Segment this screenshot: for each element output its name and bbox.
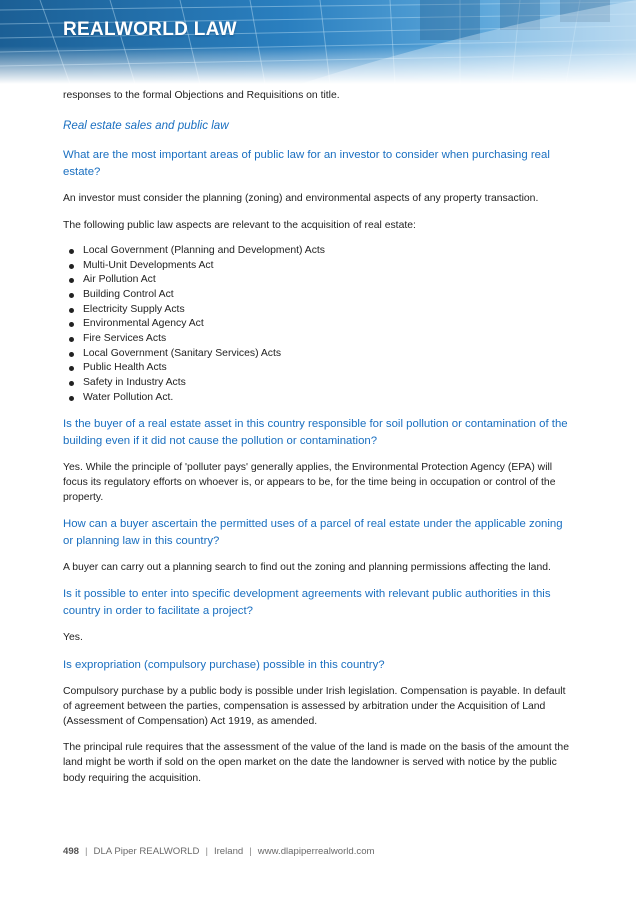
answer-paragraph: Compulsory purchase by a public body is possible under Irish legislation. Compensation is payable. In default of agreement between the parties, compensation is assessed by arbitration under the Acquisition of Land (Assessment of Compensation) Act 1919, as amended. (63, 685, 566, 727)
intro-paragraph: responses to the formal Objections and Requisitions on title. (63, 90, 340, 101)
list-item (63, 332, 571, 347)
list-item (63, 244, 571, 259)
question-expropriation: Is expropriation (compulsory purchase) possible in this country? (63, 658, 385, 671)
page-content (63, 88, 571, 797)
answer-paragraph: The principal rule requires that the assessment of the value of the land is made on the basis of the amount the land might be worth if sold on the open market on the date the landowner is served with notice by the public body requiring the acquisition. (63, 742, 569, 784)
list-item (63, 303, 571, 318)
list-item-text: Multi-Unit Developments Act (83, 259, 214, 271)
section-title: Real estate sales and public law (63, 119, 229, 133)
bullet-icon (69, 249, 74, 254)
question-permitted-uses: How can a buyer ascertain the permitted uses of a parcel of real estate under the applicable zoning or planning law in this country? (63, 518, 563, 548)
page-number: 498 (63, 846, 80, 857)
list-item-text: Water Pollution Act. (83, 391, 174, 403)
bullet-icon (69, 352, 74, 357)
bullet-icon (69, 308, 74, 313)
list-item (63, 259, 571, 274)
list-item-text: Electricity Supply Acts (83, 303, 185, 315)
list-item (63, 376, 571, 391)
header-banner (0, 0, 636, 84)
list-item-text: Public Health Acts (83, 362, 167, 374)
bullet-icon (69, 337, 74, 342)
question-public-law: What are the most important areas of public law for an investor to consider when purchasing real estate? (63, 149, 550, 179)
list-item-text: Local Government (Planning and Development) Acts (83, 244, 326, 256)
bullet-icon (69, 322, 74, 327)
bullet-icon (69, 278, 74, 283)
footer-country: Ireland (213, 846, 244, 857)
answer-paragraph: Yes. While the principle of 'polluter pays' generally applies, the Environmental Protection Agency (EPA) will focus its regulatory efforts on whoever is, or appears to be, for the time being in occupation or control of the property. (63, 461, 556, 503)
footer-publication: DLA Piper REALWORLD (93, 846, 200, 857)
list-item-text: Local Government (Sanitary Services) Acts (83, 347, 282, 359)
bullet-icon (69, 396, 74, 401)
question-development-agreements: Is it possible to enter into specific development agreements with relevant public authorities in this country in order to facilitate a project? (63, 588, 551, 618)
bullet-icon (69, 293, 74, 298)
list-item (63, 391, 571, 406)
list-item-text: Building Control Act (83, 288, 174, 300)
answer-paragraph: An investor must consider the planning (zoning) and environmental aspects of any property transaction. (63, 193, 539, 205)
list-item-text: Fire Services Acts (83, 333, 167, 345)
question-soil-pollution: Is the buyer of a real estate asset in this country responsible for soil pollution or contamination of the building even if it did not cause the pollution or contamination? (63, 417, 568, 447)
footer-separator: | (205, 846, 208, 857)
public-law-list (63, 244, 571, 406)
answer-paragraph: Yes. (63, 632, 83, 644)
building-banner-image (0, 0, 636, 84)
footer-separator: | (249, 846, 252, 857)
bullet-icon (69, 381, 74, 386)
footer-website: www.dlapiperrealworld.com (257, 846, 375, 857)
brand-title: REALWORLD LAW (63, 19, 237, 40)
answer-paragraph: The following public law aspects are relevant to the acquisition of real estate: (63, 219, 416, 231)
list-item-text: Environmental Agency Act (83, 318, 204, 330)
list-item-text: Air Pollution Act (83, 274, 156, 286)
list-item (63, 273, 571, 288)
page-footer (63, 846, 375, 857)
bullet-icon (69, 366, 74, 371)
list-item (63, 317, 571, 332)
list-item-text: Safety in Industry Acts (83, 377, 186, 389)
bullet-icon (69, 264, 74, 269)
list-item (63, 361, 571, 376)
list-item (63, 288, 571, 303)
list-item (63, 347, 571, 362)
footer-separator: | (85, 846, 88, 857)
answer-paragraph: A buyer can carry out a planning search to find out the zoning and planning permissions affecting the land. (63, 562, 551, 574)
